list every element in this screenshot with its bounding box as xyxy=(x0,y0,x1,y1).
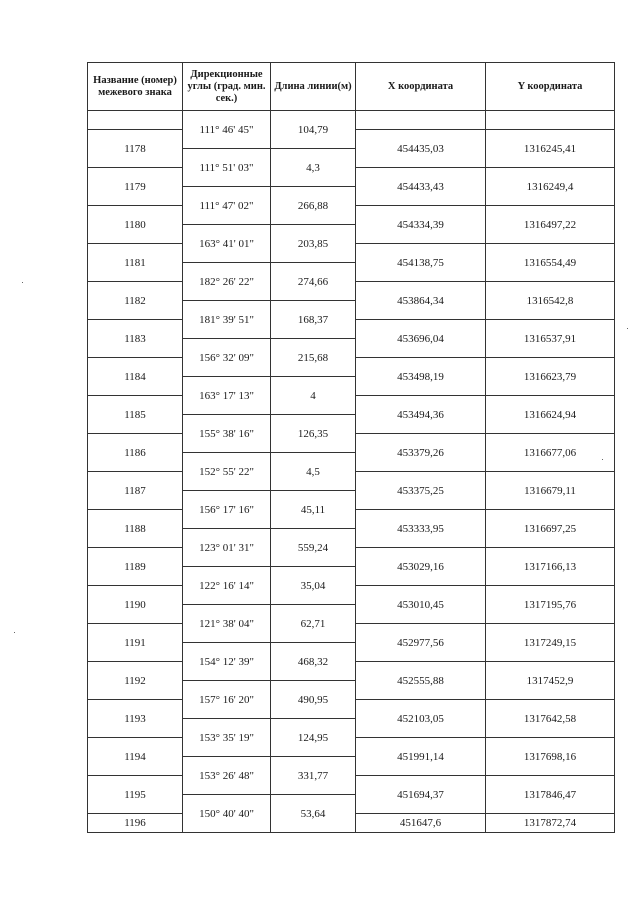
y-coordinate-cell: 1317249,15 xyxy=(486,624,615,662)
y-coordinate-cell: 1316554,49 xyxy=(486,244,615,282)
boundary-coordinates-table xyxy=(87,62,615,833)
header-line-length: Длина линии(м) xyxy=(271,63,356,111)
x-coordinate-cell: 454433,43 xyxy=(356,168,486,206)
marker-name-cell: 1184 xyxy=(88,358,183,396)
marker-name-cell: 1195 xyxy=(88,776,183,814)
marker-name-cell: 1187 xyxy=(88,472,183,510)
direction-angle-cell: 111° 47' 02" xyxy=(183,187,271,225)
y-coordinate-cell: 1316245,41 xyxy=(486,130,615,168)
direction-angle-cell: 150° 40' 40" xyxy=(183,795,271,833)
marker-name-cell: 1192 xyxy=(88,662,183,700)
direction-angle-cell: 153° 35' 19" xyxy=(183,719,271,757)
line-length-cell: 124,95 xyxy=(271,719,356,757)
line-length-cell: 45,11 xyxy=(271,491,356,529)
marker-name-cell: 1191 xyxy=(88,624,183,662)
line-length-cell: 490,95 xyxy=(271,681,356,719)
line-length-cell: 468,32 xyxy=(271,643,356,681)
header-marker-name: Название (номер) межевого знака xyxy=(88,63,183,111)
x-coordinate-cell: 453029,16 xyxy=(356,548,486,586)
direction-angle-cell: 182° 26' 22" xyxy=(183,263,271,301)
marker-name-cell xyxy=(88,111,183,130)
x-coordinate-cell: 452103,05 xyxy=(356,700,486,738)
y-coordinate-cell: 1317166,13 xyxy=(486,548,615,586)
scan-speck xyxy=(602,459,603,460)
marker-name-cell: 1190 xyxy=(88,586,183,624)
x-coordinate-cell: 453864,34 xyxy=(356,282,486,320)
table-body xyxy=(88,111,615,833)
x-coordinate-cell: 451991,14 xyxy=(356,738,486,776)
header-x-coordinate: X координата xyxy=(356,63,486,111)
x-coordinate-cell: 451647,6 xyxy=(356,814,486,833)
y-coordinate-cell: 1316497,22 xyxy=(486,206,615,244)
line-length-cell: 266,88 xyxy=(271,187,356,225)
x-coordinate-cell: 451694,37 xyxy=(356,776,486,814)
y-coordinate-cell: 1316677,06 xyxy=(486,434,615,472)
x-coordinate-cell: 452555,88 xyxy=(356,662,486,700)
x-coordinate-cell: 452977,56 xyxy=(356,624,486,662)
direction-angle-cell: 153° 26' 48" xyxy=(183,757,271,795)
y-coordinate-cell: 1316537,91 xyxy=(486,320,615,358)
marker-name-cell: 1188 xyxy=(88,510,183,548)
line-length-cell: 4,5 xyxy=(271,453,356,491)
x-coordinate-cell: 453010,45 xyxy=(356,586,486,624)
y-coordinate-cell: 1316249,4 xyxy=(486,168,615,206)
line-length-cell: 53,64 xyxy=(271,795,356,833)
marker-name-cell: 1185 xyxy=(88,396,183,434)
line-length-cell: 4 xyxy=(271,377,356,415)
line-length-cell: 331,77 xyxy=(271,757,356,795)
x-coordinate-cell: 453333,95 xyxy=(356,510,486,548)
line-length-cell: 4,3 xyxy=(271,149,356,187)
direction-angle-cell: 111° 46' 45" xyxy=(183,111,271,149)
line-length-cell: 215,68 xyxy=(271,339,356,377)
line-length-cell: 126,35 xyxy=(271,415,356,453)
line-length-cell: 104,79 xyxy=(271,111,356,149)
direction-angle-cell: 163° 41' 01" xyxy=(183,225,271,263)
direction-angle-cell: 157° 16' 20" xyxy=(183,681,271,719)
y-coordinate-cell: 1316679,11 xyxy=(486,472,615,510)
y-coordinate-cell: 1317698,16 xyxy=(486,738,615,776)
x-coordinate-cell: 453498,19 xyxy=(356,358,486,396)
x-coordinate-cell: 453379,26 xyxy=(356,434,486,472)
line-length-cell: 35,04 xyxy=(271,567,356,605)
direction-angle-cell: 156° 17' 16" xyxy=(183,491,271,529)
marker-name-cell: 1181 xyxy=(88,244,183,282)
y-coordinate-cell: 1316624,94 xyxy=(486,396,615,434)
marker-name-cell: 1179 xyxy=(88,168,183,206)
marker-name-cell: 1182 xyxy=(88,282,183,320)
line-length-cell: 168,37 xyxy=(271,301,356,339)
y-coordinate-cell: 1316623,79 xyxy=(486,358,615,396)
header-y-coordinate: Y координата xyxy=(486,63,615,111)
y-coordinate-cell: 1317642,58 xyxy=(486,700,615,738)
direction-angle-cell: 155° 38' 16" xyxy=(183,415,271,453)
direction-angle-cell: 154° 12' 39" xyxy=(183,643,271,681)
marker-name-cell: 1183 xyxy=(88,320,183,358)
y-coordinate-cell: 1317846,47 xyxy=(486,776,615,814)
scan-speck xyxy=(22,282,23,283)
scan-speck xyxy=(14,632,15,633)
direction-angle-cell: 152° 55' 22" xyxy=(183,453,271,491)
direction-angle-cell: 181° 39' 51" xyxy=(183,301,271,339)
direction-angle-cell: 163° 17' 13" xyxy=(183,377,271,415)
line-length-cell: 62,71 xyxy=(271,605,356,643)
marker-name-cell: 1189 xyxy=(88,548,183,586)
x-coordinate-cell xyxy=(356,111,486,130)
scan-speck xyxy=(627,328,628,329)
direction-angle-cell: 123° 01' 31" xyxy=(183,529,271,567)
direction-angle-cell: 122° 16' 14" xyxy=(183,567,271,605)
x-coordinate-cell: 453494,36 xyxy=(356,396,486,434)
x-coordinate-cell: 453375,25 xyxy=(356,472,486,510)
marker-name-cell: 1193 xyxy=(88,700,183,738)
y-coordinate-cell: 1316542,8 xyxy=(486,282,615,320)
y-coordinate-cell: 1317452,9 xyxy=(486,662,615,700)
y-coordinate-cell xyxy=(486,111,615,130)
x-coordinate-cell: 454138,75 xyxy=(356,244,486,282)
marker-name-cell: 1180 xyxy=(88,206,183,244)
table-row xyxy=(88,111,615,130)
x-coordinate-cell: 454435,03 xyxy=(356,130,486,168)
header-direction-angle: Дирекционные углы (град. мин. сек.) xyxy=(183,63,271,111)
marker-name-cell: 1194 xyxy=(88,738,183,776)
direction-angle-cell: 121° 38' 04" xyxy=(183,605,271,643)
marker-name-cell: 1178 xyxy=(88,130,183,168)
y-coordinate-cell: 1317195,76 xyxy=(486,586,615,624)
x-coordinate-cell: 453696,04 xyxy=(356,320,486,358)
marker-name-cell: 1186 xyxy=(88,434,183,472)
line-length-cell: 559,24 xyxy=(271,529,356,567)
y-coordinate-cell: 1316697,25 xyxy=(486,510,615,548)
x-coordinate-cell: 454334,39 xyxy=(356,206,486,244)
y-coordinate-cell: 1317872,74 xyxy=(486,814,615,833)
line-length-cell: 203,85 xyxy=(271,225,356,263)
direction-angle-cell: 156° 32' 09" xyxy=(183,339,271,377)
marker-name-cell: 1196 xyxy=(88,814,183,833)
table-header-row xyxy=(88,63,615,111)
direction-angle-cell: 111° 51' 03" xyxy=(183,149,271,187)
line-length-cell: 274,66 xyxy=(271,263,356,301)
